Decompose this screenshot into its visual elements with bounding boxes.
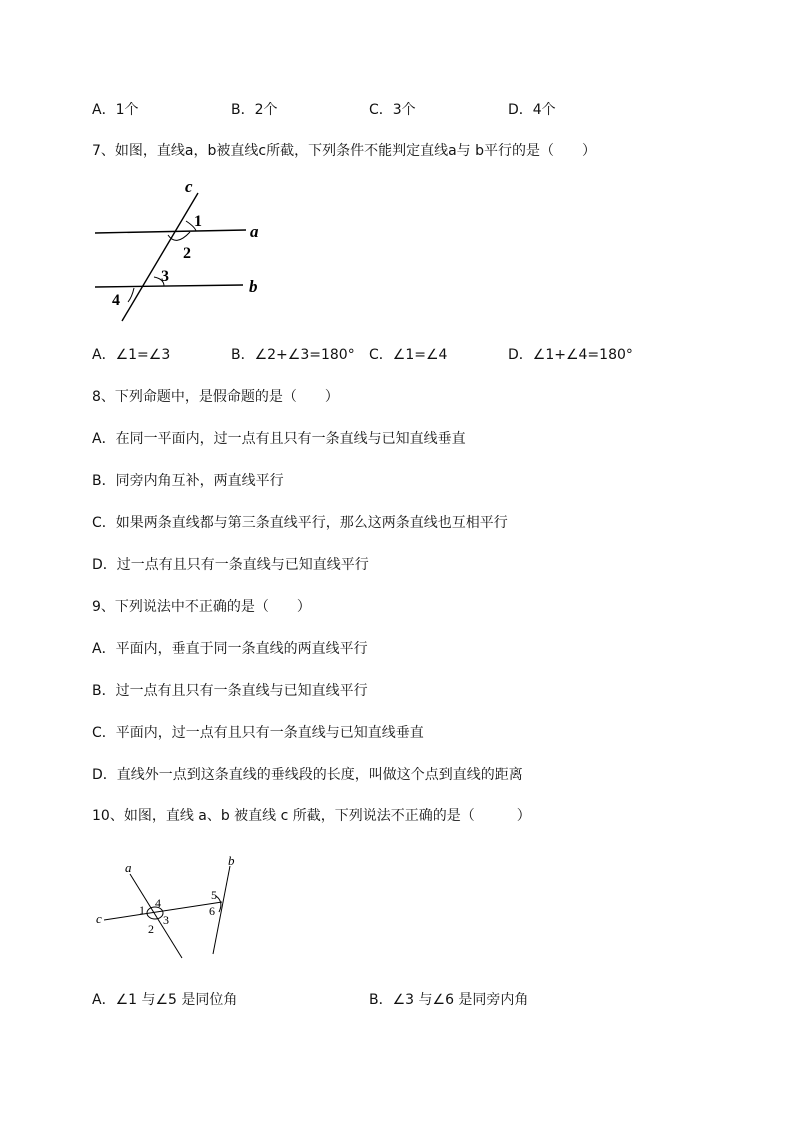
q9-option-c: C．平面内，过一点有且只有一条直线与已知直线垂直 (92, 725, 424, 741)
q8-stem: 8、下列命题中，是假命题的是（ ） (92, 389, 339, 405)
q6-option-b: B．2个 (231, 102, 278, 118)
label-3: 3 (161, 268, 169, 285)
label-b: b (228, 853, 235, 868)
q9-stem: 9、下列说法中不正确的是（ ） (92, 599, 311, 615)
q9-option-d: D．直线外一点到这条直线的垂线段的长度，叫做这个点到直线的距离 (92, 767, 523, 783)
label-4: 4 (155, 896, 161, 910)
label-a: a (250, 222, 259, 241)
label-2: 2 (183, 245, 191, 262)
label-c: c (185, 177, 193, 196)
line-a (130, 874, 182, 958)
q6-option-d: D．4个 (508, 102, 556, 118)
q7-option-c: C．∠1=∠4 (369, 347, 448, 363)
line-a (95, 230, 246, 233)
angle-arc-4 (128, 288, 134, 302)
q8-option-b: B．同旁内角互补，两直线平行 (92, 473, 284, 489)
label-c: c (96, 911, 102, 926)
q7-option-a: A．∠1=∠3 (92, 347, 171, 363)
q8-option-d: D．过一点有且只有一条直线与已知直线平行 (92, 557, 369, 573)
q8-option-a: A．在同一平面内，过一点有且只有一条直线与已知直线垂直 (92, 431, 466, 447)
angle-arc-2 (168, 232, 190, 240)
label-4: 4 (112, 292, 120, 309)
line-b (213, 866, 230, 954)
q10-option-a: A．∠1 与∠5 是同位角 (92, 992, 238, 1008)
q10-figure (92, 852, 252, 964)
q7-figure (88, 175, 278, 330)
q9-option-b: B．过一点有且只有一条直线与已知直线平行 (92, 683, 368, 699)
q9-option-a: A．平面内，垂直于同一条直线的两直线平行 (92, 641, 368, 657)
q6-option-a: A．1个 (92, 102, 139, 118)
q6-option-c: C．3个 (369, 102, 416, 118)
q8-option-c: C．如果两条直线都与第三条直线平行，那么这两条直线也互相平行 (92, 515, 508, 531)
label-2: 2 (148, 922, 154, 936)
q7-option-b: B．∠2+∠3=180° (231, 347, 355, 363)
label-5: 5 (211, 888, 217, 902)
label-6: 6 (209, 904, 215, 918)
q7-option-d: D．∠1+∠4=180° (508, 347, 633, 363)
label-3: 3 (163, 913, 169, 927)
q7-stem: 7、如图，直线a，b被直线c所截，下列条件不能判定直线a与 b平行的是（ ） (92, 143, 596, 159)
label-1: 1 (194, 213, 202, 230)
q10-option-b: B．∠3 与∠6 是同旁内角 (369, 992, 529, 1008)
label-b: b (249, 277, 258, 296)
label-a: a (125, 860, 132, 875)
label-1: 1 (139, 903, 145, 917)
q10-stem: 10、如图，直线 a、b 被直线 c 所截，下列说法不正确的是（ ） (92, 808, 531, 824)
line-b (95, 285, 243, 287)
